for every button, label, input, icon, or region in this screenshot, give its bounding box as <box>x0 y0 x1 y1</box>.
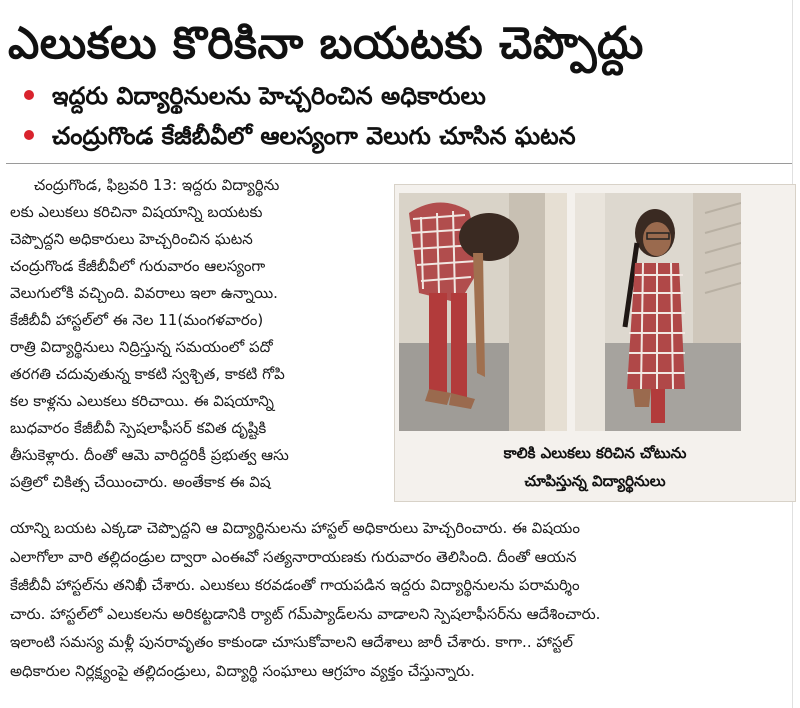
caption-line: చూపిస్తున్న విద్యార్థినులు <box>524 472 666 490</box>
body-line: రాత్రి విద్యార్థినులు నిద్రిస్తున్న సమయంలో పదో <box>10 338 273 356</box>
bullet-icon <box>24 130 34 140</box>
bullet-icon <box>24 90 34 100</box>
section-divider <box>6 163 792 164</box>
photo-caption <box>395 439 795 495</box>
body-line: ఎలాగోలా వారి తల్లిదండ్రుల ద్వారా ఎంఈవో సత్యనారాయణకు గురువారం తెలిసింది. దీంతో ఆయన <box>10 547 577 566</box>
photo-student-showing-foot <box>399 193 567 431</box>
news-photo-box <box>394 184 796 502</box>
subheadline-text: చంద్రుగొండ కేజీబీవీలో ఆలస్యంగా వెలుగు చూసిన ఘటన <box>52 122 576 150</box>
body-line: చారు. హాస్టల్‌లో ఎలుకలను అరికట్టడానికి ర్యాట్ గమ్‌ప్యాడ్‌లను వాడాలని స్పెషలాఫీసర్‌ను ఆదేశించారు. <box>10 604 601 623</box>
subheadline-text: ఇద్దరు విద్యార్థినులను హెచ్చరించిన అధికారులు <box>52 82 486 110</box>
body-line: చెప్పొద్దని అధికారులు హెచ్చరించిన ఘటన <box>10 230 253 248</box>
body-line: తరగతి చదువుతున్న కాకటి స్వశ్చిత, కాకటి గోపి <box>10 365 285 383</box>
body-line: తీసుకెళ్లారు. దీంతో ఆమె వారిద్దరికీ ప్రభుత్వ ఆసు <box>10 446 289 464</box>
body-line: ఇలాంటి సమస్య మళ్లీ పునరావృతం కాకుండా చూసుకోవాలని ఆదేశాలు జారీ చేశారు. కాగా.. హాస్టల్ <box>10 633 574 651</box>
photo-student-standing <box>575 193 741 431</box>
body-line: పత్రిలో చికిత్స చేయించారు. అంతేకాక ఈ విష <box>10 473 271 491</box>
body-line: అధికారుల నిర్లక్ష్యంపై తల్లిదండ్రులు, విద్యార్థి సంఘాలు ఆగ్రహం వ్యక్తం చేస్తున్నారు. <box>10 661 475 680</box>
subheadline-1 <box>24 78 784 114</box>
body-line: కేజీబీవీ హాస్టల్‌లో ఈ నెల 11(మంగళవారం) <box>10 311 264 329</box>
body-line: లకు ఎలుకలు కరిచినా విషయాన్ని బయటకు <box>10 203 263 221</box>
body-line: బుధవారం కేజీబీవీ స్పెషలాఫీసర్ కవిత దృష్టికి <box>10 419 267 437</box>
body-line: వెలుగులోకి వచ్చింది. వివరాలు ఇలా ఉన్నాయి. <box>10 284 278 302</box>
photo-illustration <box>575 193 741 431</box>
body-line: కేజీబీవీ హాస్టల్‌ను తనిఖీ చేశారు. ఎలుకలు కరవడంతో గాయపడిన ఇద్దరు విద్యార్థినులను పరామర్శిం <box>10 576 580 594</box>
body-line: కల కాళ్లను ఎలుకలు కరిచాయి. ఈ విషయాన్ని <box>10 392 274 410</box>
photo-illustration <box>399 193 567 431</box>
article-body-wide <box>10 514 786 685</box>
caption-line: కాలికి ఎలుకలు కరిచిన చోటును <box>503 444 687 462</box>
article-body-column <box>10 172 382 496</box>
body-line: చంద్రుగొండ కేజీబీవీలో గురువారం ఆలస్యంగా <box>10 257 266 275</box>
body-line: చంద్రుగొండ, ఫిబ్రవరి 13: ఇద్దరు విద్యార్థిను <box>10 176 280 194</box>
headline: ఎలుకలు కొరికినా బయటకు చెప్పొద్దు <box>8 18 644 69</box>
body-line: యాన్ని బయట ఎక్కడా చెప్పొద్దని ఆ విద్యార్థినులను హాస్టల్ అధికారులు హెచ్చరించారు. ఈ విషయం <box>10 519 580 537</box>
subheadline-2 <box>24 118 784 154</box>
